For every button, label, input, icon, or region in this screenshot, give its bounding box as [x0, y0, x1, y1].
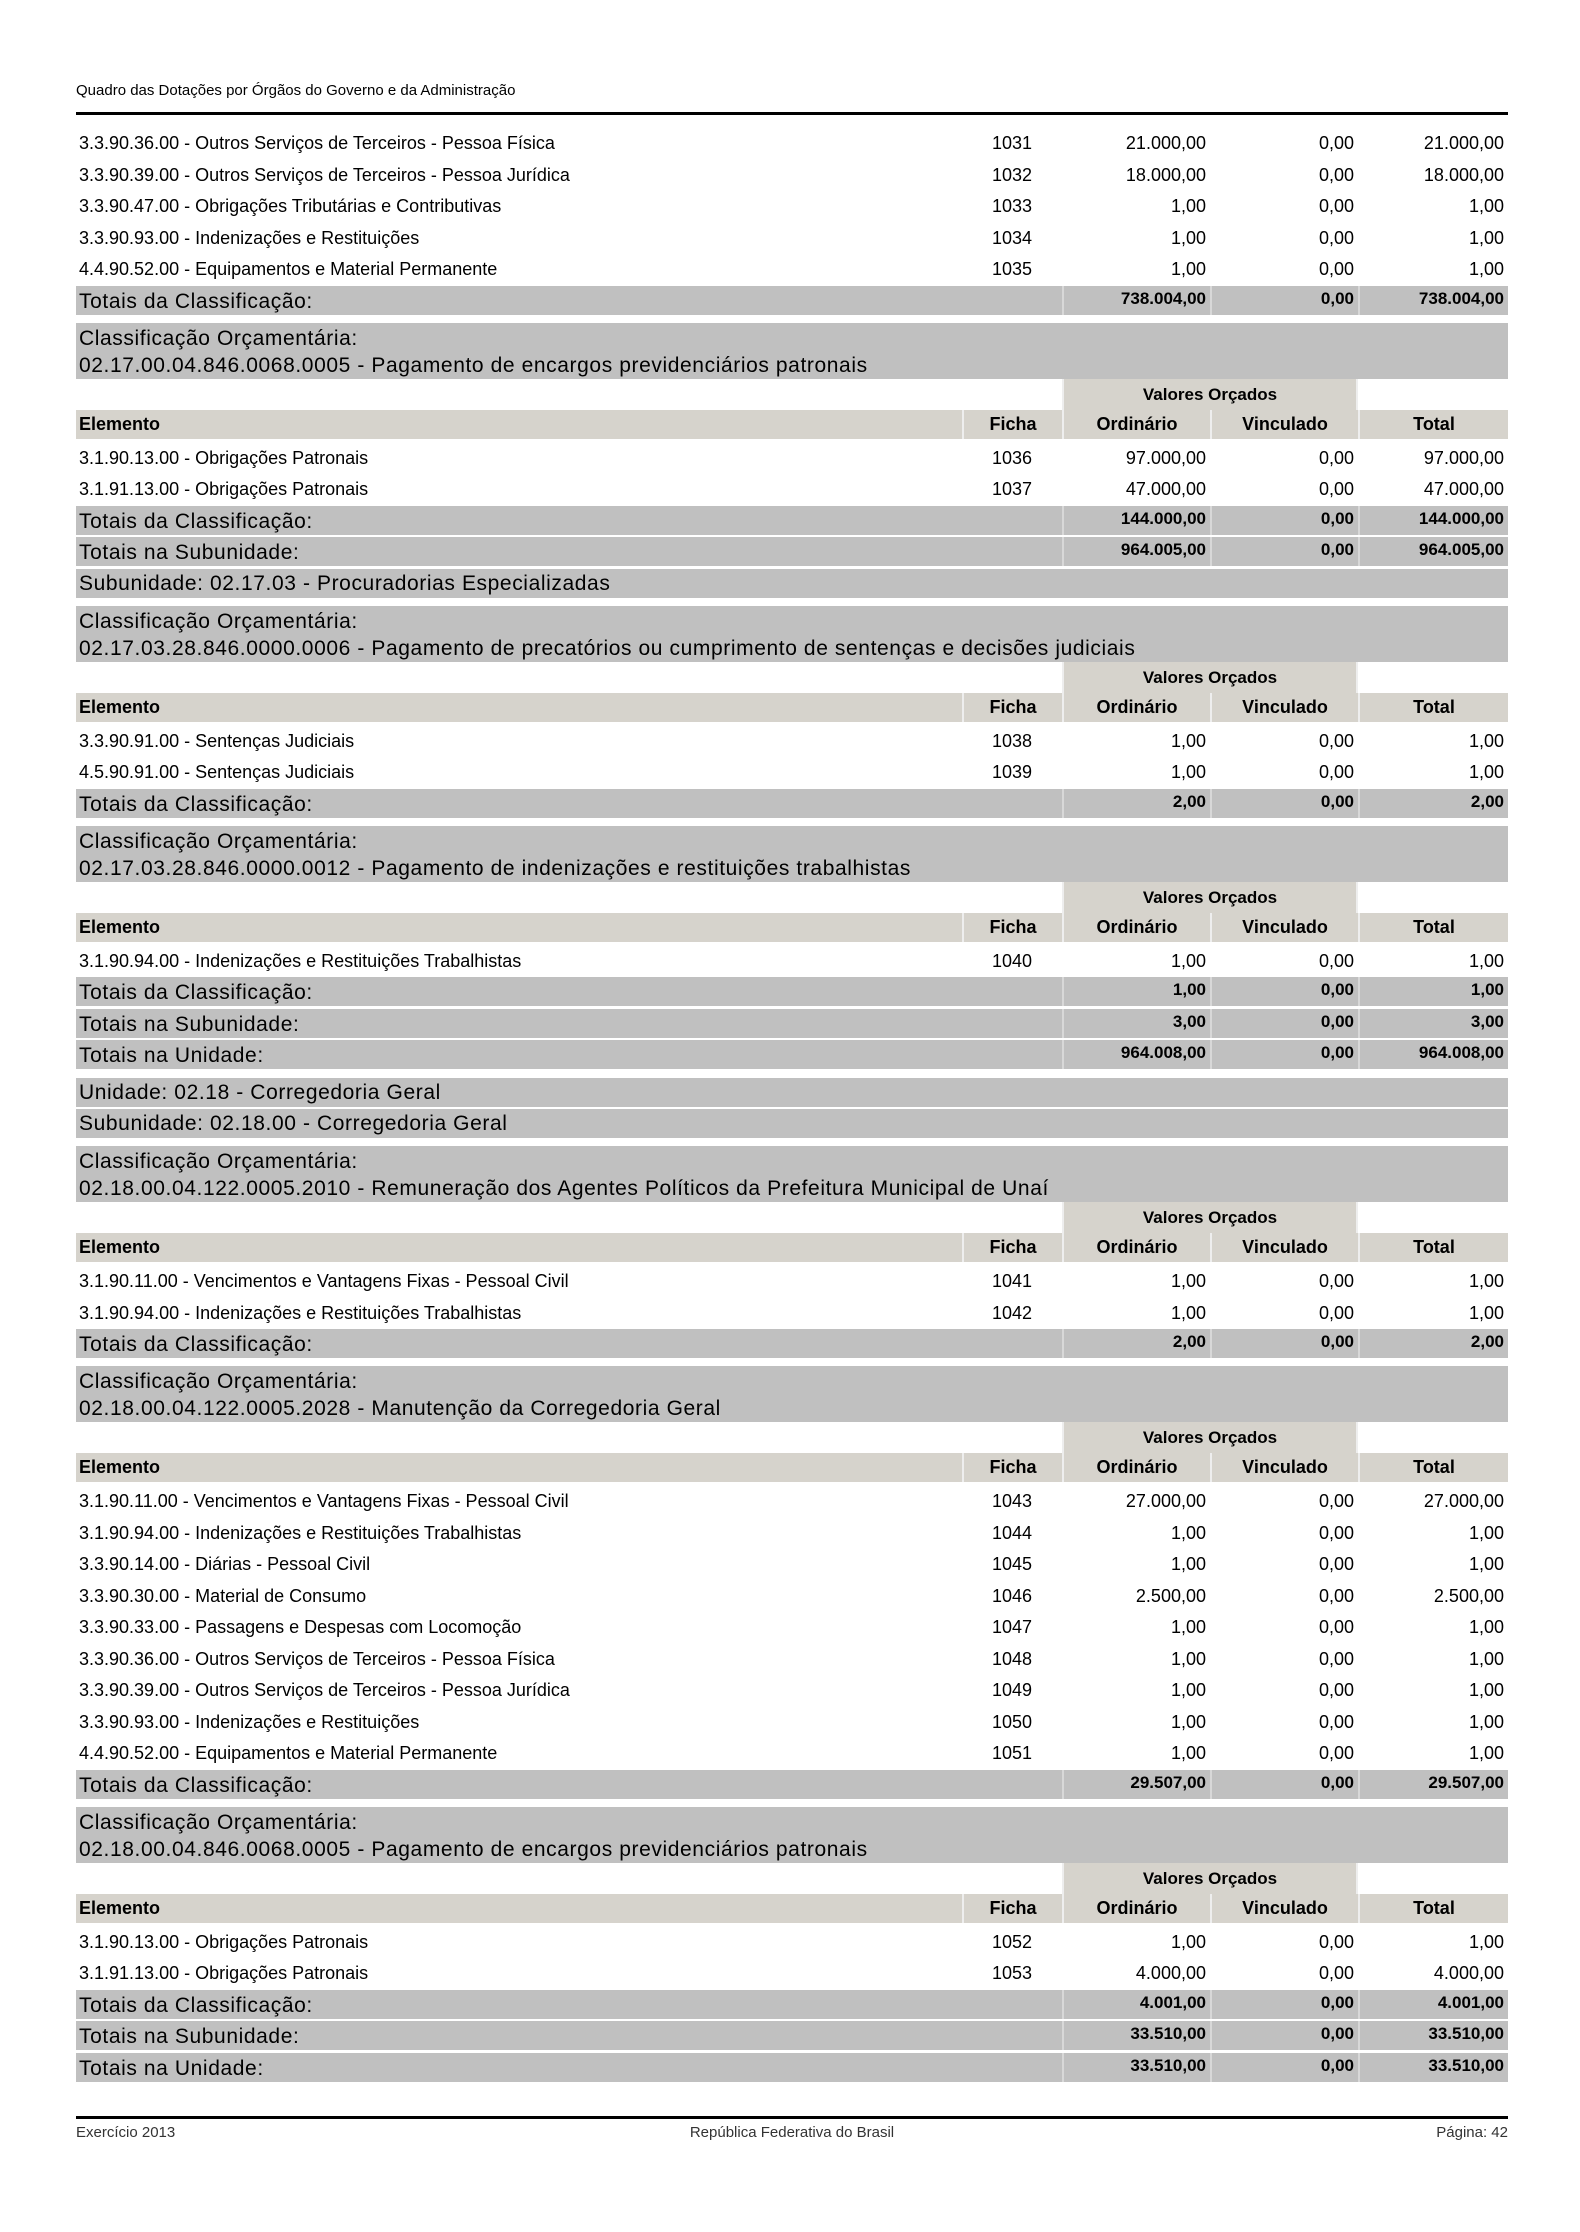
valores-orcados-row — [76, 882, 1508, 913]
ordinario-total: 2,00 — [1062, 789, 1210, 818]
column-header-row — [76, 1453, 1508, 1482]
table-row — [76, 726, 1508, 758]
ordinario-total: 3,00 — [1062, 1009, 1210, 1038]
col-ficha: Ficha — [962, 913, 1062, 942]
elemento-cell: 3.1.91.13.00 - Obrigações Patronais — [79, 479, 369, 500]
totais-classificacao-row — [76, 1329, 1508, 1358]
total-cell: 1,00 — [1468, 259, 1504, 280]
ordinario-cell: 1,00 — [1170, 227, 1206, 248]
classificacao-heading — [76, 606, 1508, 662]
classificacao-label: Classificação Orçamentária: — [79, 1150, 358, 1173]
grand-total: 33.510,00 — [1358, 2053, 1508, 2082]
col-elemento: Elemento — [79, 916, 161, 937]
totals-label: Totais na Subunidade: — [79, 2025, 300, 2048]
ficha-cell: 1047 — [991, 1617, 1033, 1638]
totals-label: Totais da Classificação: — [79, 792, 313, 816]
ficha-cell: 1040 — [991, 950, 1033, 971]
footer-page-number: Página: 42 — [1436, 2124, 1508, 2141]
table-row — [76, 1644, 1508, 1676]
grand-total: 1,00 — [1358, 977, 1508, 1006]
vinculado-total: 0,00 — [1210, 1990, 1358, 2019]
classificacao-code: 02.18.00.04.122.0005.2028 - Manutenção da Corregedoria Geral — [79, 1397, 721, 1420]
vinculado-total: 0,00 — [1210, 2021, 1358, 2050]
total-cell: 1,00 — [1468, 196, 1504, 217]
elemento-cell: 3.3.90.39.00 - Outros Serviços de Terceiros - Pessoa Jurídica — [79, 164, 570, 185]
classificacao-code: 02.17.03.28.846.0000.0006 - Pagamento de precatórios ou cumprimento de sentenças e decisões judiciais — [79, 636, 1136, 660]
grand-total: 2,00 — [1358, 789, 1508, 818]
grand-total: 144.000,00 — [1358, 506, 1508, 535]
elemento-cell: 4.5.90.91.00 - Sentenças Judiciais — [79, 762, 355, 783]
block-0 — [76, 128, 1508, 286]
col-total: Total — [1358, 1453, 1508, 1482]
vinculado-cell: 0,00 — [1318, 447, 1354, 468]
col-total: Total — [1358, 1894, 1508, 1923]
vinculado-cell: 0,00 — [1318, 1648, 1354, 1669]
ficha-cell: 1036 — [991, 447, 1033, 468]
vinculado-total: 0,00 — [1210, 977, 1358, 1006]
classificacao-heading — [76, 1807, 1508, 1863]
ficha-cell: 1046 — [991, 1585, 1033, 1606]
valores-orcados-header: Valores Orçados — [1062, 379, 1358, 410]
column-header-row — [76, 1233, 1508, 1262]
totals-label: Totais na Unidade: — [79, 1044, 264, 1067]
elemento-cell: 3.1.90.11.00 - Vencimentos e Vantagens Fixas - Pessoal Civil — [79, 1491, 569, 1512]
ordinario-cell: 1,00 — [1170, 196, 1206, 217]
total-cell: 1,00 — [1468, 227, 1504, 248]
grand-total: 4.001,00 — [1358, 1990, 1508, 2019]
column-header-row — [76, 410, 1508, 439]
table-row — [76, 254, 1508, 286]
ordinario-total: 1,00 — [1062, 977, 1210, 1006]
ordinario-total: 33.510,00 — [1062, 2021, 1210, 2050]
ficha-cell: 1042 — [991, 1302, 1033, 1323]
vinculado-cell: 0,00 — [1318, 950, 1354, 971]
block-1 — [76, 323, 1508, 506]
classificacao-code: 02.18.00.04.846.0068.0005 - Pagamento de encargos previdenciários patronais — [79, 1837, 868, 1861]
ficha-cell: 1039 — [991, 762, 1033, 783]
valores-orcados-header: Valores Orçados — [1062, 1422, 1358, 1453]
col-elemento: Elemento — [79, 1237, 161, 1257]
vinculado-cell: 0,00 — [1318, 196, 1354, 217]
valores-orcados-header: Valores Orçados — [1062, 882, 1358, 913]
footer-country: República Federativa do Brasil — [689, 2124, 895, 2141]
classificacao-label: Classificação Orçamentária: — [79, 1370, 358, 1393]
elemento-cell: 3.3.90.30.00 - Material de Consumo — [79, 1585, 367, 1606]
elemento-cell: 3.1.90.94.00 - Indenizações e Restituições Trabalhistas — [79, 1522, 522, 1543]
col-elemento: Elemento — [79, 1457, 161, 1477]
totals-label: Totais da Classificação: — [79, 289, 313, 313]
ordinario-total: 29.507,00 — [1062, 1770, 1210, 1799]
vinculado-cell: 0,00 — [1318, 762, 1354, 783]
col-ficha: Ficha — [962, 1453, 1062, 1482]
total-cell: 27.000,00 — [1423, 1491, 1504, 1512]
valores-orcados-header: Valores Orçados — [1062, 1863, 1358, 1894]
table-row — [76, 223, 1508, 255]
vinculado-cell: 0,00 — [1318, 1617, 1354, 1638]
ficha-cell: 1045 — [991, 1554, 1033, 1575]
col-total: Total — [1358, 693, 1508, 722]
vinculado-cell: 0,00 — [1318, 1554, 1354, 1575]
table-row — [76, 757, 1508, 789]
ordinario-cell: 27.000,00 — [1125, 1491, 1206, 1512]
vinculado-cell: 0,00 — [1318, 730, 1354, 751]
vinculado-cell: 0,00 — [1318, 1302, 1354, 1323]
ordinario-cell: 1,00 — [1170, 1271, 1206, 1292]
classificacao-code: 02.18.00.04.122.0005.2010 - Remuneração dos Agentes Políticos da Prefeitura Municipal de Unaí — [79, 1177, 1049, 1200]
elemento-cell: 4.4.90.52.00 - Equipamentos e Material Permanente — [79, 1743, 498, 1764]
ficha-cell: 1048 — [991, 1648, 1033, 1669]
totais-subunidade-row — [76, 537, 1508, 566]
vinculado-total: 0,00 — [1210, 506, 1358, 535]
total-cell: 1,00 — [1468, 1302, 1504, 1323]
table-row — [76, 1675, 1508, 1707]
table-row — [76, 1707, 1508, 1739]
valores-orcados-row — [76, 1202, 1508, 1233]
subunidade-heading: Subunidade: 02.18.00 - Corregedoria Geral — [76, 1109, 1508, 1138]
vinculado-cell: 0,00 — [1318, 164, 1354, 185]
vinculado-total: 0,00 — [1210, 286, 1358, 315]
spacer — [76, 662, 1062, 693]
grand-total: 2,00 — [1358, 1329, 1508, 1358]
col-elemento: Elemento — [79, 413, 161, 434]
ordinario-cell: 1,00 — [1170, 1931, 1206, 1952]
ordinario-total: 144.000,00 — [1062, 506, 1210, 535]
table-row — [76, 1486, 1508, 1518]
total-cell: 1,00 — [1468, 1617, 1504, 1638]
col-vinculado: Vinculado — [1210, 1233, 1358, 1262]
grand-total: 738.004,00 — [1358, 286, 1508, 315]
block-2 — [76, 606, 1508, 789]
table-row — [76, 443, 1508, 475]
ordinario-cell: 1,00 — [1170, 1554, 1206, 1575]
col-ordinario: Ordinário — [1062, 1233, 1210, 1262]
ordinario-cell: 1,00 — [1170, 259, 1206, 280]
col-ficha: Ficha — [962, 1894, 1062, 1923]
classificacao-heading — [76, 1146, 1508, 1202]
table-row — [76, 160, 1508, 192]
unidade-heading: Unidade: 02.18 - Corregedoria Geral — [76, 1078, 1508, 1107]
totais-unidade-row — [76, 1040, 1508, 1069]
total-cell: 2.500,00 — [1433, 1585, 1504, 1606]
total-cell: 1,00 — [1468, 1648, 1504, 1669]
ordinario-cell: 1,00 — [1170, 1711, 1206, 1732]
ordinario-cell: 47.000,00 — [1125, 479, 1206, 500]
table-row — [76, 1927, 1508, 1959]
col-ordinario: Ordinário — [1062, 913, 1210, 942]
ficha-cell: 1051 — [991, 1743, 1033, 1764]
vinculado-cell: 0,00 — [1318, 1680, 1354, 1701]
elemento-cell: 3.3.90.93.00 - Indenizações e Restituições — [79, 1711, 420, 1732]
vinculado-cell: 0,00 — [1318, 1711, 1354, 1732]
total-cell: 47.000,00 — [1423, 479, 1504, 500]
ordinario-total: 738.004,00 — [1062, 286, 1210, 315]
ordinario-cell: 1,00 — [1170, 762, 1206, 783]
totals-label: Totais da Classificação: — [79, 1773, 313, 1797]
elemento-cell: 3.3.90.36.00 - Outros Serviços de Terceiros - Pessoa Física — [79, 133, 555, 154]
totais-unidade-row — [76, 2053, 1508, 2082]
ordinario-total: 964.005,00 — [1062, 537, 1210, 566]
total-cell: 1,00 — [1468, 950, 1504, 971]
valores-orcados-header: Valores Orçados — [1062, 662, 1358, 693]
total-cell: 1,00 — [1468, 762, 1504, 783]
page-footer — [76, 2124, 1508, 2141]
spacer — [76, 882, 1062, 913]
table-row — [76, 191, 1508, 223]
elemento-cell: 3.3.90.33.00 - Passagens e Despesas com Locomoção — [79, 1617, 522, 1638]
table-row — [76, 1612, 1508, 1644]
ficha-cell: 1031 — [991, 133, 1033, 154]
spacer — [76, 1863, 1062, 1894]
valores-orcados-row — [76, 1422, 1508, 1453]
elemento-cell: 3.1.90.94.00 - Indenizações e Restituições Trabalhistas — [79, 1302, 522, 1323]
vinculado-total: 0,00 — [1210, 1770, 1358, 1799]
vinculado-cell: 0,00 — [1318, 1522, 1354, 1543]
vinculado-total: 0,00 — [1210, 1329, 1358, 1358]
col-total: Total — [1358, 1233, 1508, 1262]
ordinario-cell: 1,00 — [1170, 1302, 1206, 1323]
total-cell: 1,00 — [1468, 1554, 1504, 1575]
ficha-cell: 1049 — [991, 1680, 1033, 1701]
footer-rule — [76, 2116, 1508, 2119]
classificacao-heading — [76, 1366, 1508, 1422]
elemento-cell: 3.3.90.47.00 - Obrigações Tributárias e Contributivas — [79, 196, 502, 217]
block-6 — [76, 1807, 1508, 1990]
classificacao-label: Classificação Orçamentária: — [79, 829, 358, 853]
col-vinculado: Vinculado — [1210, 410, 1358, 439]
ficha-cell: 1032 — [991, 164, 1033, 185]
ficha-cell: 1053 — [991, 1963, 1033, 1984]
ordinario-cell: 1,00 — [1170, 1743, 1206, 1764]
ordinario-cell: 2.500,00 — [1135, 1585, 1206, 1606]
ordinario-cell: 4.000,00 — [1135, 1963, 1206, 1984]
vinculado-cell: 0,00 — [1318, 259, 1354, 280]
table-row — [76, 1298, 1508, 1330]
vinculado-cell: 0,00 — [1318, 1491, 1354, 1512]
ordinario-cell: 1,00 — [1170, 1680, 1206, 1701]
table-row — [76, 1266, 1508, 1298]
column-header-row — [76, 693, 1508, 722]
classificacao-heading — [76, 826, 1508, 882]
total-cell: 21.000,00 — [1423, 133, 1504, 154]
totals-label: Totais da Classificação: — [79, 1333, 313, 1356]
subunidade-heading: Subunidade: 02.17.03 - Procuradorias Especializadas — [76, 569, 1508, 598]
report-content — [76, 128, 1508, 2084]
col-total: Total — [1358, 913, 1508, 942]
col-ordinario: Ordinário — [1062, 693, 1210, 722]
grand-total: 964.005,00 — [1358, 537, 1508, 566]
vinculado-cell: 0,00 — [1318, 133, 1354, 154]
table-row — [76, 128, 1508, 160]
ordinario-cell: 1,00 — [1170, 1522, 1206, 1543]
totais-classificacao-row — [76, 286, 1508, 315]
col-vinculado: Vinculado — [1210, 913, 1358, 942]
ordinario-cell: 1,00 — [1170, 1617, 1206, 1638]
totais-classificacao-row — [76, 1990, 1508, 2019]
ordinario-cell: 1,00 — [1170, 950, 1206, 971]
total-cell: 1,00 — [1468, 1743, 1504, 1764]
ficha-cell: 1038 — [991, 730, 1033, 751]
table-row — [76, 474, 1508, 506]
valores-orcados-header: Valores Orçados — [1062, 1202, 1358, 1233]
elemento-cell: 3.1.91.13.00 - Obrigações Patronais — [79, 1963, 369, 1984]
classificacao-label: Classificação Orçamentária: — [79, 609, 358, 633]
classificacao-label: Classificação Orçamentária: — [79, 1810, 358, 1834]
vinculado-cell: 0,00 — [1318, 479, 1354, 500]
total-cell: 97.000,00 — [1423, 447, 1504, 468]
col-total: Total — [1358, 410, 1508, 439]
totals-label: Totais da Classificação: — [79, 1993, 313, 2017]
elemento-cell: 3.1.90.94.00 - Indenizações e Restituições Trabalhistas — [79, 950, 522, 971]
elemento-cell: 3.3.90.36.00 - Outros Serviços de Terceiros - Pessoa Física — [79, 1648, 555, 1669]
col-vinculado: Vinculado — [1210, 1894, 1358, 1923]
ficha-cell: 1035 — [991, 259, 1033, 280]
total-cell: 1,00 — [1468, 730, 1504, 751]
ordinario-cell: 1,00 — [1170, 730, 1206, 751]
header-rule — [76, 112, 1508, 115]
table-row — [76, 1958, 1508, 1990]
valores-orcados-row — [76, 1863, 1508, 1894]
col-ordinario: Ordinário — [1062, 410, 1210, 439]
total-cell: 1,00 — [1468, 1271, 1504, 1292]
ficha-cell: 1044 — [991, 1522, 1033, 1543]
vinculado-total: 0,00 — [1210, 537, 1358, 566]
elemento-cell: 3.3.90.14.00 - Diárias - Pessoal Civil — [79, 1554, 371, 1575]
totais-subunidade-row — [76, 1009, 1508, 1038]
vinculado-cell: 0,00 — [1318, 1585, 1354, 1606]
vinculado-total: 0,00 — [1210, 1009, 1358, 1038]
valores-orcados-row — [76, 662, 1508, 693]
ordinario-total: 964.008,00 — [1062, 1040, 1210, 1069]
table-row — [76, 1549, 1508, 1581]
vinculado-total: 0,00 — [1210, 789, 1358, 818]
ficha-cell: 1041 — [991, 1271, 1033, 1292]
table-row — [76, 946, 1508, 978]
total-cell: 18.000,00 — [1423, 164, 1504, 185]
total-cell: 1,00 — [1468, 1680, 1504, 1701]
totals-label: Totais da Classificação: — [79, 509, 313, 533]
totais-classificacao-row — [76, 506, 1508, 535]
vinculado-cell: 0,00 — [1318, 1743, 1354, 1764]
spacer — [76, 379, 1062, 410]
ficha-cell: 1050 — [991, 1711, 1033, 1732]
vinculado-cell: 0,00 — [1318, 227, 1354, 248]
ficha-cell: 1052 — [991, 1931, 1033, 1952]
table-row — [76, 1581, 1508, 1613]
col-elemento: Elemento — [79, 696, 161, 717]
vinculado-total: 0,00 — [1210, 2053, 1358, 2082]
block-3 — [76, 826, 1508, 978]
totais-classificacao-row — [76, 789, 1508, 818]
document-title: Quadro das Dotações por Órgãos do Governo e da Administração — [76, 82, 516, 99]
grand-total: 964.008,00 — [1358, 1040, 1508, 1069]
totals-label: Totais da Classificação: — [79, 981, 313, 1004]
totals-label: Totais na Subunidade: — [79, 1012, 300, 1036]
elemento-cell: 3.1.90.13.00 - Obrigações Patronais — [79, 447, 369, 468]
ficha-cell: 1034 — [991, 227, 1033, 248]
block-4 — [76, 1146, 1508, 1329]
elemento-cell: 4.4.90.52.00 - Equipamentos e Material Permanente — [79, 259, 498, 280]
totais-subunidade-row — [76, 2021, 1508, 2050]
totais-classificacao-row — [76, 1770, 1508, 1799]
ordinario-total: 4.001,00 — [1062, 1990, 1210, 2019]
col-elemento: Elemento — [79, 1897, 161, 1918]
table-row — [76, 1518, 1508, 1550]
totals-label: Totais na Unidade: — [79, 2056, 264, 2080]
grand-total: 3,00 — [1358, 1009, 1508, 1038]
ficha-cell: 1037 — [991, 479, 1033, 500]
footer-exercicio: Exercício 2013 — [76, 2124, 176, 2141]
ordinario-total: 2,00 — [1062, 1329, 1210, 1358]
spacer — [76, 1422, 1062, 1453]
classificacao-label: Classificação Orçamentária: — [79, 326, 358, 350]
total-cell: 1,00 — [1468, 1522, 1504, 1543]
block-5 — [76, 1366, 1508, 1770]
col-ficha: Ficha — [962, 693, 1062, 722]
classificacao-heading — [76, 323, 1508, 379]
col-ordinario: Ordinário — [1062, 1894, 1210, 1923]
total-cell: 1,00 — [1468, 1711, 1504, 1732]
elemento-cell: 3.3.90.91.00 - Sentenças Judiciais — [79, 730, 355, 751]
col-vinculado: Vinculado — [1210, 693, 1358, 722]
table-row — [76, 1738, 1508, 1770]
vinculado-cell: 0,00 — [1318, 1963, 1354, 1984]
column-header-row — [76, 913, 1508, 942]
total-cell: 4.000,00 — [1433, 1963, 1504, 1984]
grand-total: 29.507,00 — [1358, 1770, 1508, 1799]
classificacao-code: 02.17.00.04.846.0068.0005 - Pagamento de encargos previdenciários patronais — [79, 353, 868, 377]
vinculado-cell: 0,00 — [1318, 1931, 1354, 1952]
valores-orcados-row — [76, 379, 1508, 410]
spacer — [76, 1202, 1062, 1233]
column-header-row — [76, 1894, 1508, 1923]
col-vinculado: Vinculado — [1210, 1453, 1358, 1482]
ordinario-cell: 18.000,00 — [1125, 164, 1206, 185]
vinculado-cell: 0,00 — [1318, 1271, 1354, 1292]
classificacao-code: 02.17.03.28.846.0000.0012 - Pagamento de indenizações e restituições trabalhistas — [79, 856, 911, 880]
totais-classificacao-row — [76, 977, 1508, 1006]
grand-total: 33.510,00 — [1358, 2021, 1508, 2050]
col-ficha: Ficha — [962, 410, 1062, 439]
ordinario-cell: 21.000,00 — [1125, 133, 1206, 154]
vinculado-total: 0,00 — [1210, 1040, 1358, 1069]
ordinario-cell: 1,00 — [1170, 1648, 1206, 1669]
total-cell: 1,00 — [1468, 1931, 1504, 1952]
elemento-cell: 3.1.90.13.00 - Obrigações Patronais — [79, 1931, 369, 1952]
ordinario-total: 33.510,00 — [1062, 2053, 1210, 2082]
col-ordinario: Ordinário — [1062, 1453, 1210, 1482]
elemento-cell: 3.1.90.11.00 - Vencimentos e Vantagens Fixas - Pessoal Civil — [79, 1271, 569, 1292]
ordinario-cell: 97.000,00 — [1125, 447, 1206, 468]
elemento-cell: 3.3.90.39.00 - Outros Serviços de Terceiros - Pessoa Jurídica — [79, 1680, 570, 1701]
ficha-cell: 1043 — [991, 1491, 1033, 1512]
elemento-cell: 3.3.90.93.00 - Indenizações e Restituições — [79, 227, 420, 248]
totals-label: Totais na Subunidade: — [79, 541, 300, 564]
col-ficha: Ficha — [962, 1233, 1062, 1262]
ficha-cell: 1033 — [991, 196, 1033, 217]
